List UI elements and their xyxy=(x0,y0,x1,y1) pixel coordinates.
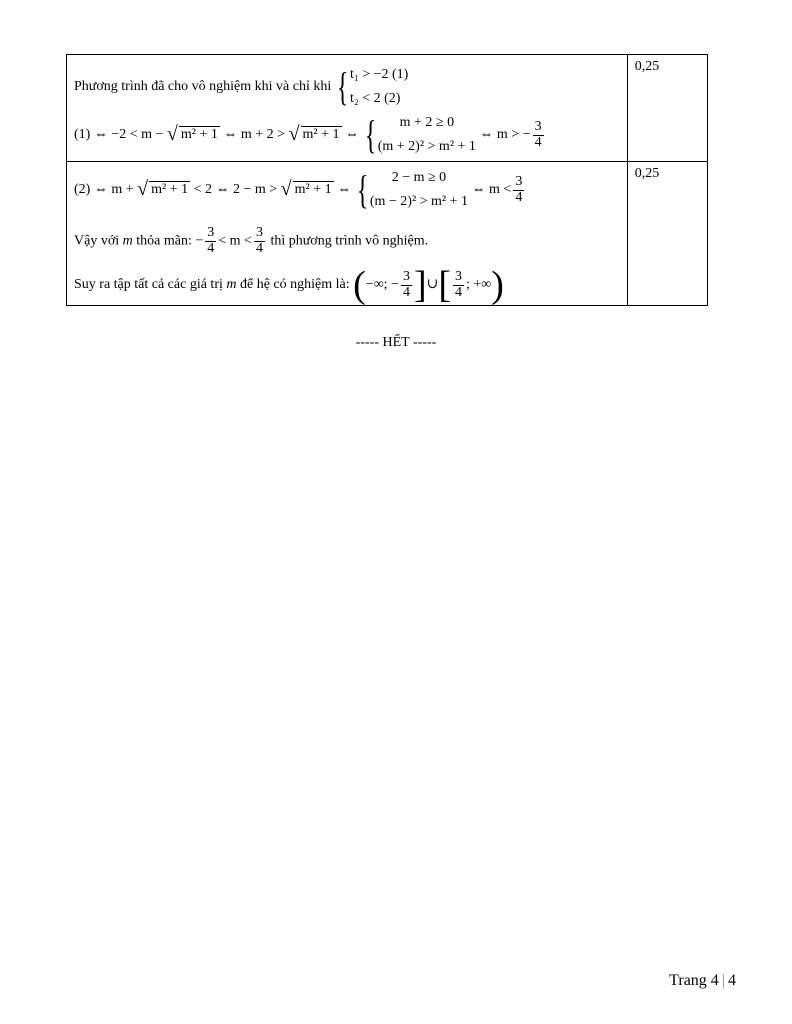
footer-separator: | xyxy=(721,972,725,989)
sqrt-radicand: m² + 1 xyxy=(180,127,218,143)
footer-label: Trang xyxy=(669,972,707,989)
inequality-1-line xyxy=(74,111,546,159)
text: thỏa mãn: − xyxy=(132,233,204,249)
interval-text: −∞; − xyxy=(365,277,399,293)
math-text: ⇔ xyxy=(341,127,363,143)
fraction xyxy=(401,270,412,300)
union-symbol: ∪ xyxy=(426,277,439,293)
inequality-2-line xyxy=(74,166,526,214)
table-row xyxy=(67,55,708,162)
left-bracket: [ xyxy=(438,264,452,306)
inequality-system xyxy=(370,166,468,214)
system-brace: { xyxy=(364,112,376,157)
text: để hệ có nghiệm là: xyxy=(236,277,354,293)
text: Suy ra tập tất cả các giá trị xyxy=(74,277,227,293)
page-number: 4 xyxy=(710,972,719,989)
sqrt-radicand: m² + 1 xyxy=(302,127,340,143)
math-text: ⇔ m > − xyxy=(479,127,531,143)
system-line: 2 − m ≥ 0 xyxy=(391,170,447,185)
solution-cell xyxy=(67,162,628,306)
math-text: (2) ⇔ m + xyxy=(74,182,138,198)
score-cell: 0,25 xyxy=(627,55,707,162)
text: Vậy với xyxy=(74,233,123,249)
score-cell: 0,25 xyxy=(627,162,707,306)
page-total: 4 xyxy=(728,972,736,989)
system-brace: { xyxy=(356,167,368,212)
sqrt-icon: √ xyxy=(166,123,178,146)
condition-system xyxy=(350,63,408,111)
sqrt-radicand: m² + 1 xyxy=(294,182,332,198)
page-footer xyxy=(669,972,736,990)
solution-table xyxy=(66,54,708,306)
variable: m xyxy=(122,233,133,249)
fraction-numerator: 3 xyxy=(515,173,523,189)
system-line: (m + 2)² > m² + 1 xyxy=(377,139,476,154)
inequality-system xyxy=(378,111,476,159)
math-text: < 2 ⇔ 2 − m > xyxy=(190,182,281,198)
sqrt-icon: √ xyxy=(280,178,292,201)
sqrt-icon: √ xyxy=(137,178,149,201)
conclusion-line xyxy=(74,226,428,256)
system-brace: { xyxy=(336,64,349,109)
interval-text: ; +∞ xyxy=(466,277,492,293)
variable: m xyxy=(226,277,237,293)
math-text: < m < xyxy=(218,233,252,249)
left-paren: ( xyxy=(353,264,366,306)
fraction-numerator: 3 xyxy=(255,225,263,240)
fraction-denominator: 4 xyxy=(402,284,410,300)
condition-text: Phương trình đã cho vô nghiệm khi và chỉ khi xyxy=(74,79,332,95)
condition-line xyxy=(74,63,408,111)
system-line: t₂ < 2 (2) xyxy=(349,91,401,106)
table-row xyxy=(67,162,708,306)
system-line: m + 2 ≥ 0 xyxy=(399,115,455,130)
system-line: t₁ > −2 (1) xyxy=(349,67,409,82)
fraction-denominator: 4 xyxy=(534,134,542,150)
fraction xyxy=(533,120,544,150)
fraction-numerator: 3 xyxy=(207,225,215,240)
end-of-document-mark: ----- HẾT ----- xyxy=(355,335,437,350)
fraction xyxy=(254,226,265,256)
fraction-numerator: 3 xyxy=(455,268,463,284)
fraction xyxy=(453,270,464,300)
solution-cell xyxy=(67,55,628,162)
result-line xyxy=(74,266,504,304)
right-bracket: ] xyxy=(413,264,427,306)
fraction xyxy=(205,226,216,256)
math-text: ⇔ xyxy=(333,182,355,198)
math-text: ⇔ m < xyxy=(471,182,512,198)
fraction-denominator: 4 xyxy=(207,240,215,256)
sqrt-icon: √ xyxy=(288,123,300,146)
math-text: (1) ⇔ −2 < m − xyxy=(74,127,167,143)
fraction xyxy=(513,175,524,205)
fraction-numerator: 3 xyxy=(534,118,542,134)
sqrt-radicand: m² + 1 xyxy=(151,182,189,198)
text: thì phương trình vô nghiệm. xyxy=(266,233,429,249)
fraction-denominator: 4 xyxy=(455,284,463,300)
right-paren: ) xyxy=(491,264,504,306)
fraction-denominator: 4 xyxy=(515,189,523,205)
math-text: ⇔ m + 2 > xyxy=(219,127,289,143)
fraction-numerator: 3 xyxy=(402,268,410,284)
system-line: (m − 2)² > m² + 1 xyxy=(369,194,469,209)
fraction-denominator: 4 xyxy=(255,240,263,256)
